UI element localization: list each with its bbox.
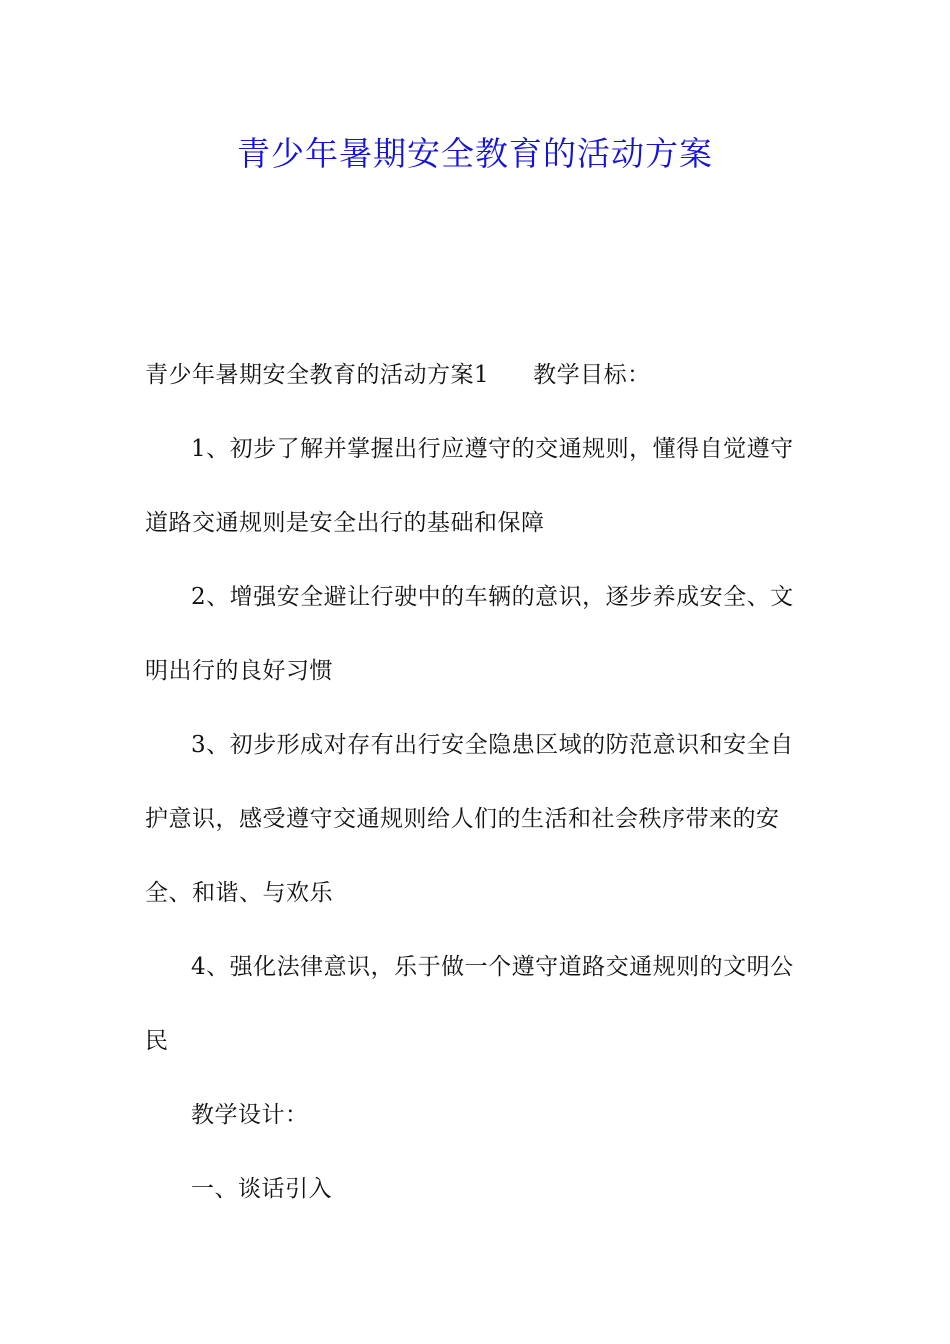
- objective-1: 1、初步了解并掌握出行应遵守的交通规则，懂得自觉遵守道路交通规则是安全出行的基础和保障: [145, 436, 794, 536]
- document-title: 青少年暑期安全教育的活动方案: [237, 134, 713, 173]
- design-label: 教学设计：: [191, 1102, 309, 1128]
- objective-2: 2、增强安全避让行驶中的车辆的意识，逐步养成安全、文明出行的良好习惯: [145, 584, 794, 684]
- objective-4: 4、强化法律意识，乐于做一个遵守道路交通规则的文明公民: [145, 954, 794, 1054]
- intro-line: [145, 338, 807, 412]
- section-one-heading: 一、谈话引入: [191, 1176, 332, 1202]
- intro-label: 教学目标：: [533, 362, 651, 388]
- document-body: [145, 338, 807, 1226]
- intro-heading: 青少年暑期安全教育的活动方案1: [145, 362, 490, 388]
- objective-3: 3、初步形成对存有出行安全隐患区域的防范意识和安全自护意识，感受遵守交通规则给人们的生活和社会秩序带来的安全、和谐、与欢乐: [145, 732, 794, 906]
